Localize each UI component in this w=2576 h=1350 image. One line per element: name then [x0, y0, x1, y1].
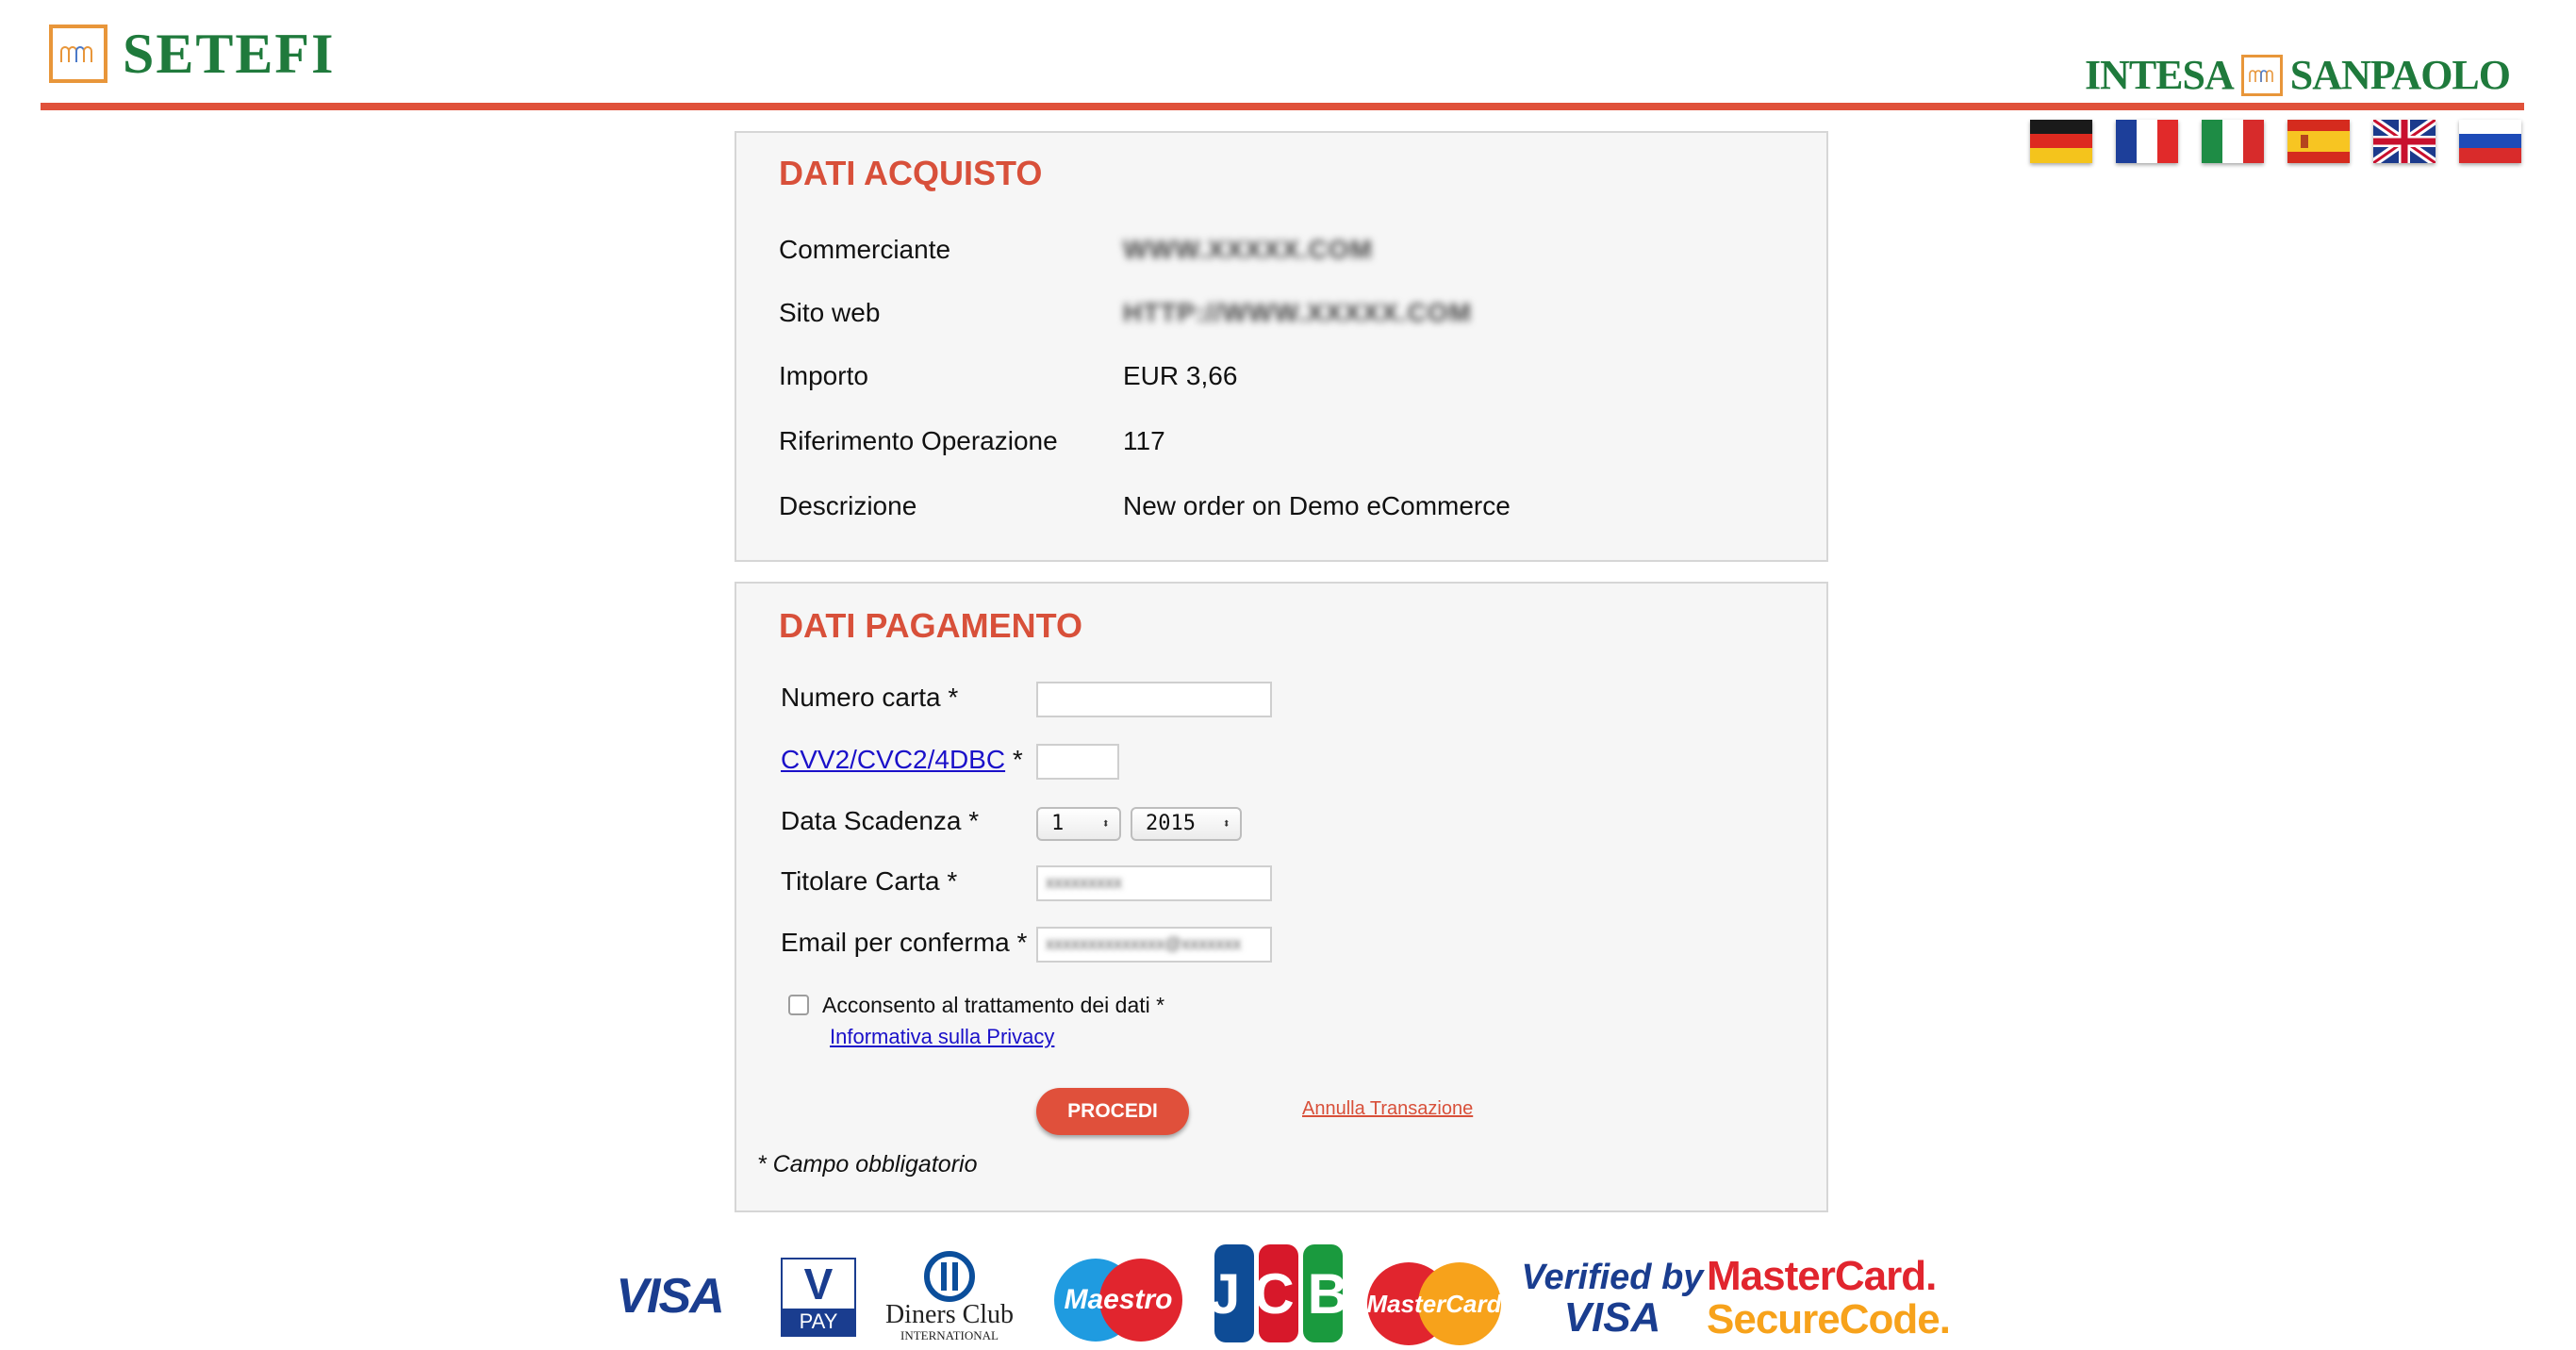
diners-icon [921, 1251, 978, 1302]
holder-row [781, 866, 957, 897]
card-number-input[interactable] [1036, 682, 1272, 717]
reference-value: 117 [1123, 426, 1165, 455]
language-selector [2030, 120, 2521, 163]
flag-germany-icon[interactable] [2030, 120, 2092, 163]
intesa-sanpaolo-logo [2084, 52, 2510, 98]
cvv-input[interactable] [1036, 744, 1119, 780]
jcb-logo: JCB [1214, 1244, 1343, 1342]
consent-label: Acconsento al trattamento dei dati * [822, 993, 1165, 1017]
card-number-label: Numero carta * [781, 683, 959, 712]
reference-label: Riferimento Operazione [779, 426, 1058, 455]
setefi-logo-icon [49, 25, 107, 83]
select-arrows-icon: ⬍ [1222, 816, 1230, 831]
cvv-row [781, 745, 1023, 775]
select-arrows-icon: ⬍ [1101, 816, 1110, 831]
flag-italy-icon[interactable] [2202, 120, 2264, 163]
mastercard-logo: MasterCard [1365, 1261, 1503, 1346]
setefi-logo [49, 25, 335, 83]
amount-label: Importo [779, 361, 868, 390]
mastercard-securecode-logo: MasterCard. SecureCode. [1707, 1253, 1950, 1342]
maestro-logo: Maestro [1050, 1258, 1186, 1342]
holder-label: Titolare Carta * [781, 866, 958, 896]
header-divider [41, 103, 2524, 110]
purchase-panel [735, 131, 1828, 562]
merchant-row [779, 235, 1373, 265]
intesa-logo-text: INTESA [2084, 52, 2234, 98]
payment-title: DATI PAGAMENTO [779, 606, 1082, 645]
website-row [779, 298, 1472, 328]
cvv-required-mark: * [1005, 745, 1023, 774]
holder-input[interactable] [1036, 865, 1272, 901]
visa-logo: VISA [616, 1269, 723, 1324]
privacy-link[interactable]: Informativa sulla Privacy [830, 1025, 1055, 1048]
email-input[interactable] [1036, 927, 1272, 963]
expiry-month-select[interactable] [1036, 807, 1121, 841]
card-number-row [781, 683, 958, 713]
consent-checkbox[interactable] [788, 995, 809, 1015]
website-label: Sito web [779, 298, 881, 327]
description-row [779, 491, 1511, 521]
expiry-row [781, 806, 979, 836]
description-label: Descrizione [779, 491, 917, 520]
website-value: HTTP://WWW.XXXXX.COM [1123, 298, 1472, 327]
email-label: Email per conferma * [781, 928, 1028, 957]
consent-row [788, 993, 1164, 1018]
vpay-logo: V PAY [781, 1258, 856, 1337]
payment-panel [735, 582, 1828, 1212]
email-row [781, 928, 1027, 958]
merchant-value: WWW.XXXXX.COM [1123, 235, 1373, 264]
flag-france-icon[interactable] [2116, 120, 2178, 163]
cvv-help-link[interactable]: CVV2/CVC2/4DBC [781, 745, 1006, 774]
accepted-cards [616, 1244, 1950, 1350]
flag-spain-icon[interactable] [2287, 120, 2350, 163]
sanpaolo-logo-text: SANPAOLO [2289, 52, 2510, 98]
flag-uk-icon[interactable] [2373, 120, 2436, 163]
procedi-button[interactable]: PROCEDI [1036, 1088, 1189, 1135]
amount-row [779, 361, 1237, 391]
expiry-year-value: 2015 [1146, 812, 1196, 835]
reference-row [779, 426, 1165, 456]
cancel-transaction-link[interactable]: Annulla Transazione [1302, 1098, 1474, 1119]
merchant-label: Commerciante [779, 235, 951, 264]
verified-by-visa-logo: Verified by VISA [1521, 1258, 1704, 1341]
intesa-logo-icon [2241, 55, 2283, 96]
flag-russia-icon[interactable] [2459, 120, 2521, 163]
holder-value: xxxxxxxxx [1046, 873, 1122, 892]
amount-value: EUR 3,66 [1123, 361, 1238, 390]
purchase-title: DATI ACQUISTO [779, 154, 1043, 192]
expiry-label: Data Scadenza * [781, 806, 980, 835]
description-value: New order on Demo eCommerce [1123, 491, 1511, 520]
expiry-year-select[interactable] [1131, 807, 1242, 841]
setefi-logo-text: SETEFI [123, 23, 336, 85]
required-fields-note: * Campo obbligatorio [757, 1151, 978, 1177]
email-value: xxxxxxxxxxxxxx@xxxxxxx [1046, 934, 1242, 953]
expiry-month-value: 1 [1051, 812, 1065, 835]
diners-club-logo: Diners Club INTERNATIONAL [879, 1248, 1020, 1346]
